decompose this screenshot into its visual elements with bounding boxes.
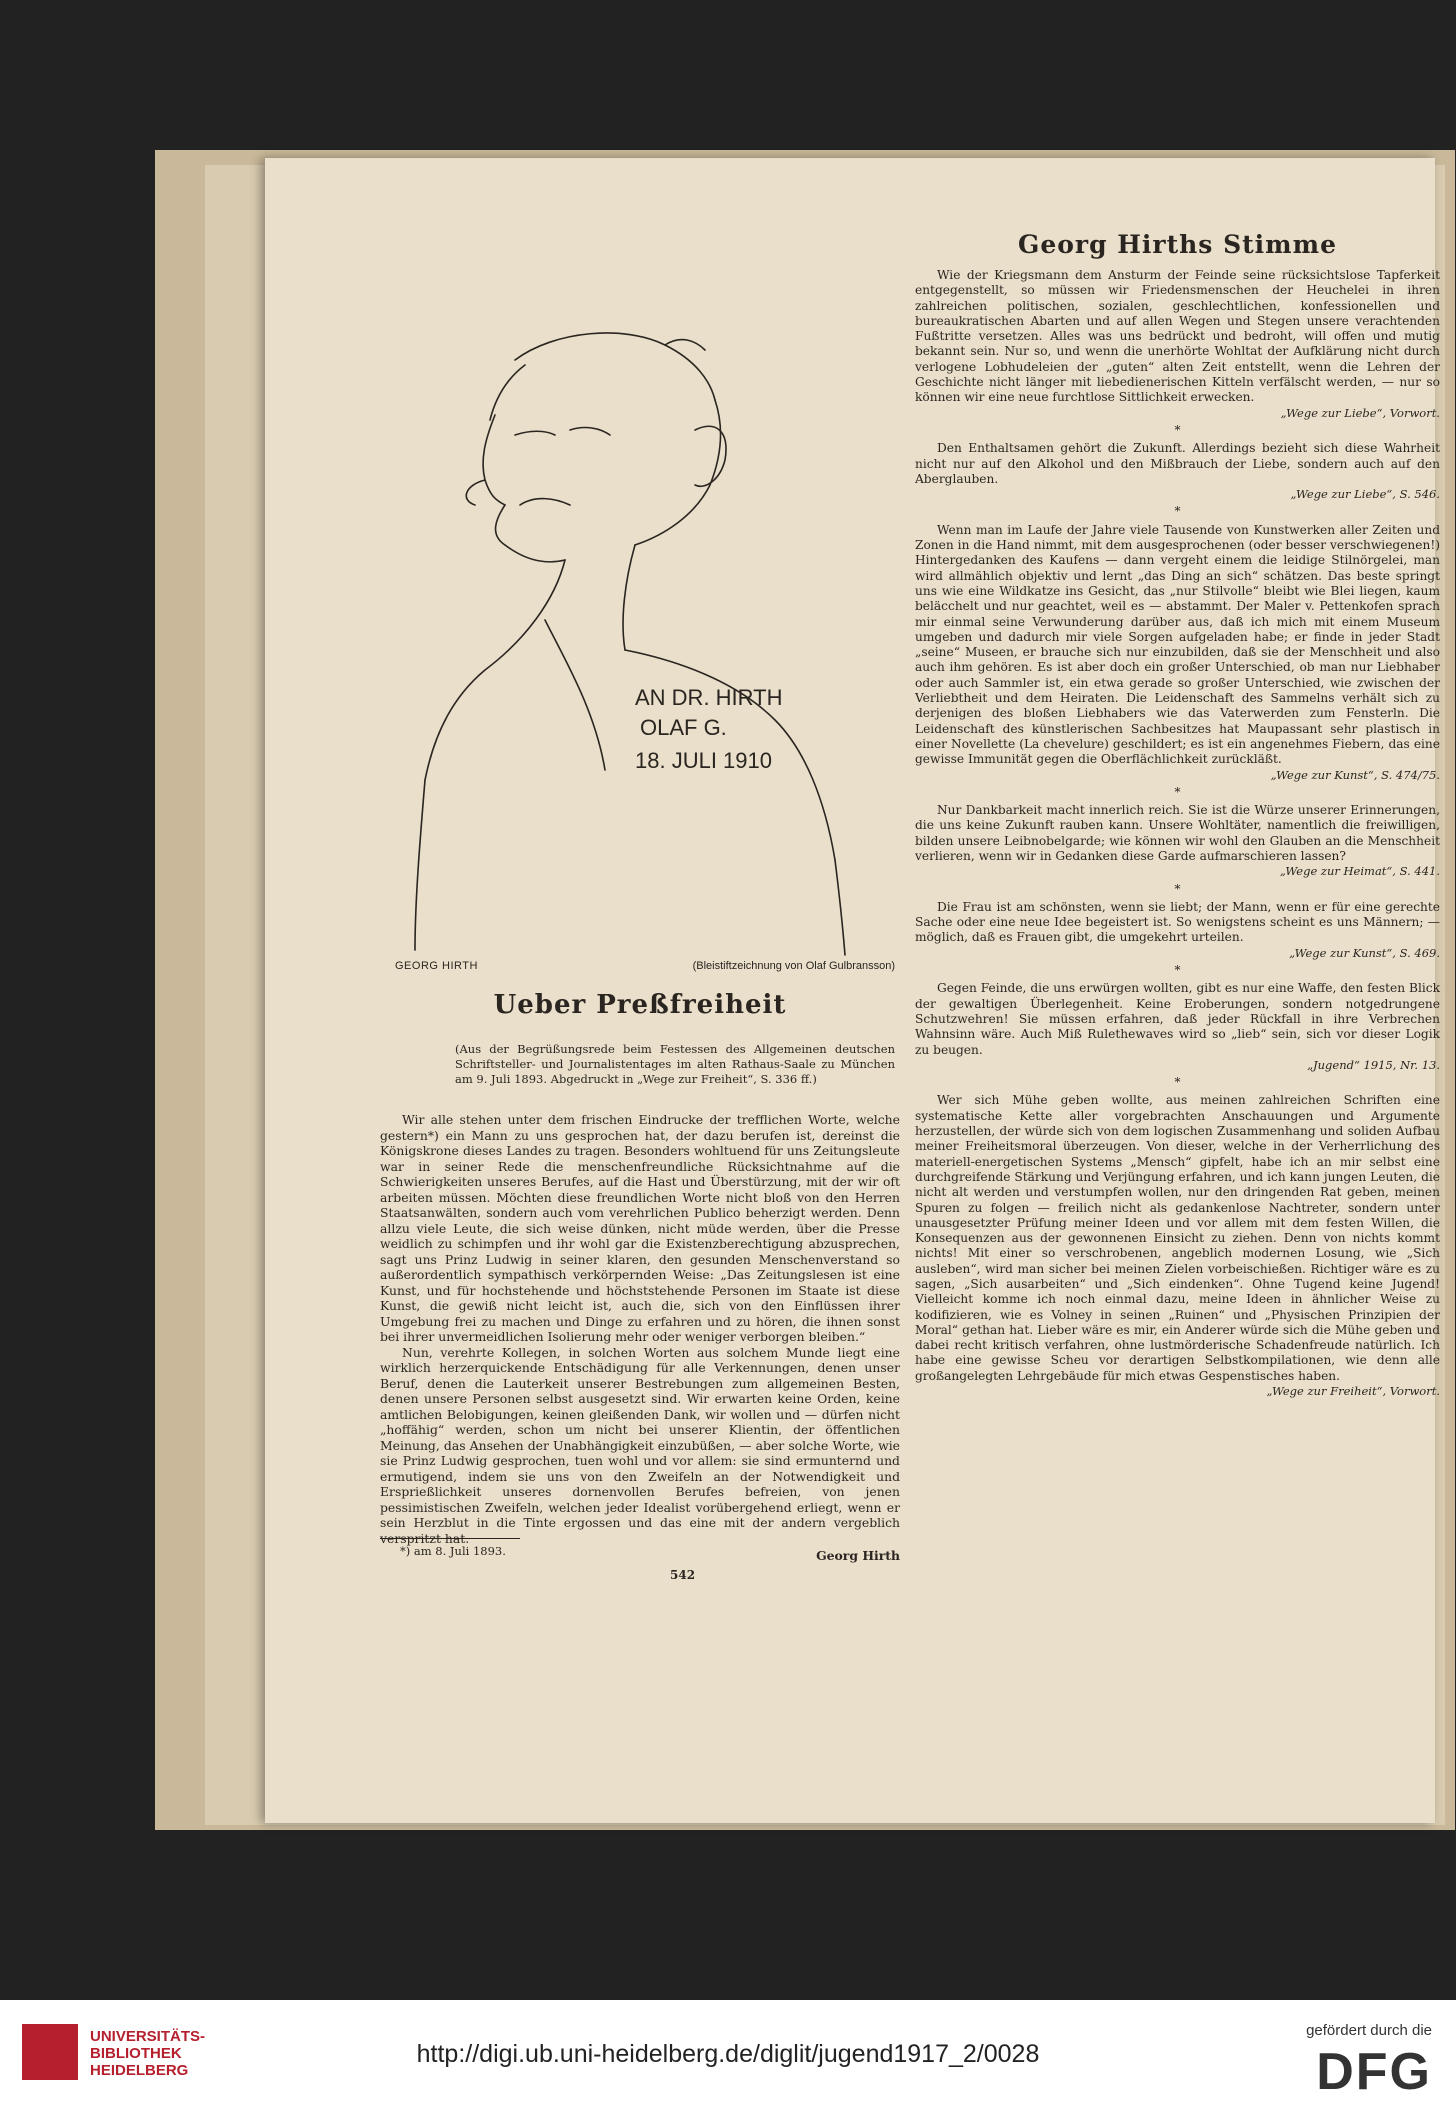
quote [915, 268, 1440, 421]
separator-asterisk: * [1174, 1075, 1181, 1090]
portrait-caption-name: GEORG HIRTH [395, 960, 478, 972]
quote-text: Gegen Feinde, die uns erwürgen wollten, gibt es nur eine Waffe, den festen Blick der gewaltigen Überlegenheit. Keine Eroberungen, sondern notgedrungene Schutzwehren! Sie müssen erfahren, daß jeder Rückfall in ihre Verbrechen Wahnsinn wäre. Auch Miß Rulethewaves wird so „lieb“ sein, sich vor dieser Logik zu beugen. [915, 981, 1440, 1057]
separator-asterisk: * [1174, 422, 1181, 437]
quote [915, 803, 1440, 879]
article-title: Ueber Preßfreiheit [493, 990, 787, 1020]
separator-asterisk: * [1174, 881, 1181, 896]
separator-asterisk: * [1174, 784, 1181, 799]
library-name-line: HEIDELBERG [90, 2062, 189, 2079]
funding-label: gefördert durch die [1306, 2022, 1432, 2039]
quote [915, 900, 1440, 961]
dedication-line-1: AN DR. HIRTH [635, 685, 783, 710]
source-url[interactable]: http://digi.ub.uni-heidelberg.de/diglit/jugend1917_2/0028 [416, 2040, 1040, 2068]
quote-text: Nur Dankbarkeit macht innerlich reich. Sie ist die Würze unserer Erinnerungen, die uns keine Zukunft rauben kann. Unsere Wohltäter, namentlich die freiwilligen, bilden unsere Leibnobelgarde; wie können wir wohl den Glauben an die Menschheit verlieren, wenn wir in Gedanken diese Garde aufmarschieren lassen? [915, 803, 1440, 863]
article-intro: (Aus der Begrüßungsrede beim Festessen des Allgemeinen deutschen Schriftsteller- und Journalistentages im alten Rathaus-Saale zu München am 9. Juli 1893. Abgedruckt in „Wege zur Freiheit“, S. 336 ff.) [455, 1042, 895, 1086]
article-paragraph: Nun, verehrte Kollegen, in solchen Worten aus solchem Munde liegt eine wirklich herzerquickende Entschädigung für alle Verkennungen, denen unser Beruf, denen die Lauterkeit unserer Bestrebungen zum allgemeinen Besten, denen unsere Personen selbst ausgesetzt sind. Wir erwarten keine Orden, keine amtlichen Belobigungen, keinen gleißenden Dank, wir wollen und — dürfen nicht „hoffähig“ werden, schon um nicht bei unserer Klientin, der öffentlichen Meinung, das Ansehen der Unabhängigkeit einzubüßen, — aber solche Worte, wie sie Prinz Ludwig gesprochen, tuen wohl und vor allem: sie sind ermunternd und ermutigend, indem sie uns von den Zweifeln an der Notwendigkeit und Ersprießlichkeit unseres dornenvollen Berufes befreien, von jenen pessimistischen Zweifeln, welchen jeder Idealist vorübergehend erliegt, wenn er sein Herzblut in die Tinte ergossen und das eine mit der andern vergeblich verspritzt hat. [380, 1344, 900, 1546]
article-signature: Georg Hirth [816, 1548, 900, 1563]
quote-source: „Wege zur Freiheit“, Vorwort. [1266, 1384, 1440, 1399]
library-name-line: BIBLIOTHEK [90, 2045, 182, 2062]
quote [915, 981, 1440, 1073]
quote-text: Den Enthaltsamen gehört die Zukunft. Allerdings bezieht sich diese Wahrheit nicht nur auf den Alkohol und den Mißbrauch der Liebe, sondern auch auf den Aberglauben. [915, 441, 1440, 486]
quote-text: Wenn man im Laufe der Jahre viele Tausende von Kunstwerken aller Zeiten und Zonen in die Hand nimmt, mit dem ausgesprochenen (oder besser verschwiegenen!) Hintergedanken des Kaufens — dann vergeht einem die leidige Stilnörgelei, man wird allmählich objektiv und lernt „das Ding an sich“ schätzen. Das beste springt uns wie eine Wildkatze ins Gesicht, das „nur Stilvolle“ bleibt wie Blei liegen, kaum beläcchelt und nur geachtet, weil es — abstammt. Der Maler v. Pettenkofen sprach mir einmal seine Verwunderung darüber aus, daß ich mich mit einem Museum umgeben und dadurch mir viele Sorgen aufgeladen habe; er finde in jeder Stadt „seine“ Museen, er brauche sich nur einzubilden, daß sie der Menschheit und also auch ihm gehören. Es ist aber doch ein großer Unterschied, ob man nur Liebhaber oder auch Sammler ist, ein etwa gerade so großer Unterschied, wie zwischen der Verliebtheit und dem Heiraten. Die Leidenschaft des Sammelns verhält sich zu derjenigen des bloßen Liebhabers wie das Vaterwerden zum Fensterln. Die Leidenschaft des künstlerischen Sachbesitzes hat Maupassant sehr plastisch in einer Novellette (La chevelure) geschildert; es ist ein angenehmes Fiebern, das eine gewisse Immunität gegen die Oberflächlichkeit zurückläßt. [915, 522, 1440, 767]
separator-asterisk: * [1174, 963, 1181, 978]
quote-text: Die Frau ist am schönsten, wenn sie liebt; der Mann, wenn er für eine gerechte Sache oder eine neue Idee begeistert ist. So wenigstens scheint es uns Männern; — möglich, daß es Frauen gibt, die umgekehrt urteilen. [915, 899, 1440, 945]
quote-text: Wie der Kriegsmann dem Ansturm der Feinde seine rücksichtslose Tapferkeit entgegenstellt, so müssen wir Friedensmenschen der Heuchelei in ihren zahlreichen politischen, sozialen, geschlechtlichen, konfessionellen und bureaukratischen Abarten und auf allen Wegen und Stegen unsere verachtenden Fußtritte versetzen. Alles was uns bedrückt und bedroht, will offen und mutig bekannt sein. Nur so, und wenn die unerhörte Wohltat der Aufklärung nicht durch verlogene Lobhudeleien der „guten“ alten Zeit entstellt, wenn die Lehren der Geschichte nicht länger mit liebedienerischen Kitteln verfälscht werden, — nur so können wir eine neue furchtlose Sittlichkeit erwecken. [915, 268, 1440, 405]
viewer-footer [0, 2000, 1456, 2107]
quote-list [915, 268, 1440, 1401]
quote-source: „Wege zur Liebe“, Vorwort. [1280, 405, 1440, 420]
quote-source: „Wege zur Kunst“, S. 474/75. [1270, 767, 1440, 782]
quote-text: Wer sich Mühe geben wollte, aus meinen zahlreichen Schriften eine systematische Kette aller vorgebrachten Anschauungen und Argumente herzustellen, der würde sich von dem logischen Zusammenhang und soliden Aufbau meiner Freiheitsmoral überzeugen. Von dieser, welche in der Verherrlichung des materiell-energetischen Systems „Mensch“ gipfelt, habe ich an mir selbst eine durchgreifende Stärkung und Verjüngung erfahren, und ich kann jungen Leuten, die nicht alt werden und verstumpfen wollen, nur den dringenden Rat geben, meinen Spuren zu folgen — freilich nicht als gedankenlose Nachtreter, sondern unter unausgesetzter Prüfung meiner Ideen und vor allem mit dem festen Willen, die Konsequenzen aus der gewonnenen Einsicht zu ziehen. Denn von nichts kommt nichts! Mit einer so verschrobenen, angeblich modernen Losung, wie „Sich ausleben“, wird man sicher bei meinen Zielen vorbeischießen. Richtiger wäre es zu sagen, „Sich ausarbeiten“ und „Sich eindenken“. Ohne Tugend keine Jugend! Vielleicht komme ich noch einmal dazu, meine Ideen in ähnlicher Weise zu kodifizieren, wie es Volney in seinen „Ruinen“ und „Physischen Prinzipien der Moral“ gethan hat. Lieber wäre es mir, ein Anderer würde sich die Mühe geben und dabei recht kritisch verfahren, ohne lustmörderische Schadenfreude natürlich. Ich habe eine gewisse Scheu vor derartigen Selbstkompilationen, wie denn alle großangelegten Lehrgebäude für mich etwas Gespenstisches haben. [915, 1093, 1440, 1383]
footnote-rule [380, 1538, 520, 1539]
quote-source: „Jugend“ 1915, Nr. 13. [1307, 1057, 1440, 1072]
section-title: Georg Hirths Stimme [1018, 230, 1337, 259]
quote-source: „Wege zur Liebe“, S. 546. [1290, 487, 1440, 502]
dedication-line-3: 18. JULI 1910 [635, 748, 772, 773]
portrait-caption-credit: (Bleistiftzeichnung von Olaf Gulbransson) [692, 960, 895, 972]
quote-source: „Wege zur Kunst“, S. 469. [1289, 945, 1440, 960]
portrait-drawing [395, 320, 895, 960]
printed-page [380, 230, 1440, 1775]
separator-asterisk: * [1174, 504, 1181, 519]
page-number: 542 [670, 1568, 696, 1582]
dedication-line-2: OLAF G. [640, 715, 727, 740]
article-paragraph: Wir alle stehen unter dem frischen Eindrucke der trefflichen Worte, welche gestern*) ein Mann zu uns gesprochen hat, der dazu berufen ist, dereinst die Königskrone dieses Landes zu tragen. Besonders wohltuend für uns Zeitungsleute war in seiner Rede die menschenfreundliche Rücksichtnahme auf die Schwierigkeiten unseres Berufes, auf die Hast und Überstürzung, mit der wir oft arbeiten müssen. Möchten diese freundlichen Worte nicht bloß von den Herren Staatsanwälten, sondern auch vom verehrlichen Publico beherzigt werden. Denn allzu viele Leute, die sich weise dünken, nicht müde werden, über die Presse weidlich zu schimpfen und ihr wohl gar die Existenzberechtigung abzusprechen, sagt uns Prinz Ludwig in seiner klaren, den gesunden Menschenverstand so außerordentlich sympathisch verkörpernden Weise: „Das Zeitungslesen ist eine Kunst, und für hochstehende und höchststehende Personen im Staate ist diese Kunst, die gewiß nicht leicht ist, auch die, sich von den Einflüssen ihrer Umgebung frei zu machen und Dinge zu erfahren und zu hören, die ihnen sonst bei ihrer unvermeidlichen Isolierung mehr oder weniger verborgen bleiben.“ [380, 1112, 900, 1344]
article-body [380, 1112, 900, 1564]
footnote: *) am 8. Juli 1893. [400, 1544, 506, 1558]
quote [915, 523, 1440, 783]
quote-source: „Wege zur Heimat“, S. 441. [1279, 864, 1440, 879]
dfg-logo: DFG [1316, 2043, 1432, 2101]
quote [915, 441, 1440, 502]
library-name-line: UNIVERSITÄTS- [90, 2028, 206, 2045]
quote [915, 1093, 1440, 1399]
